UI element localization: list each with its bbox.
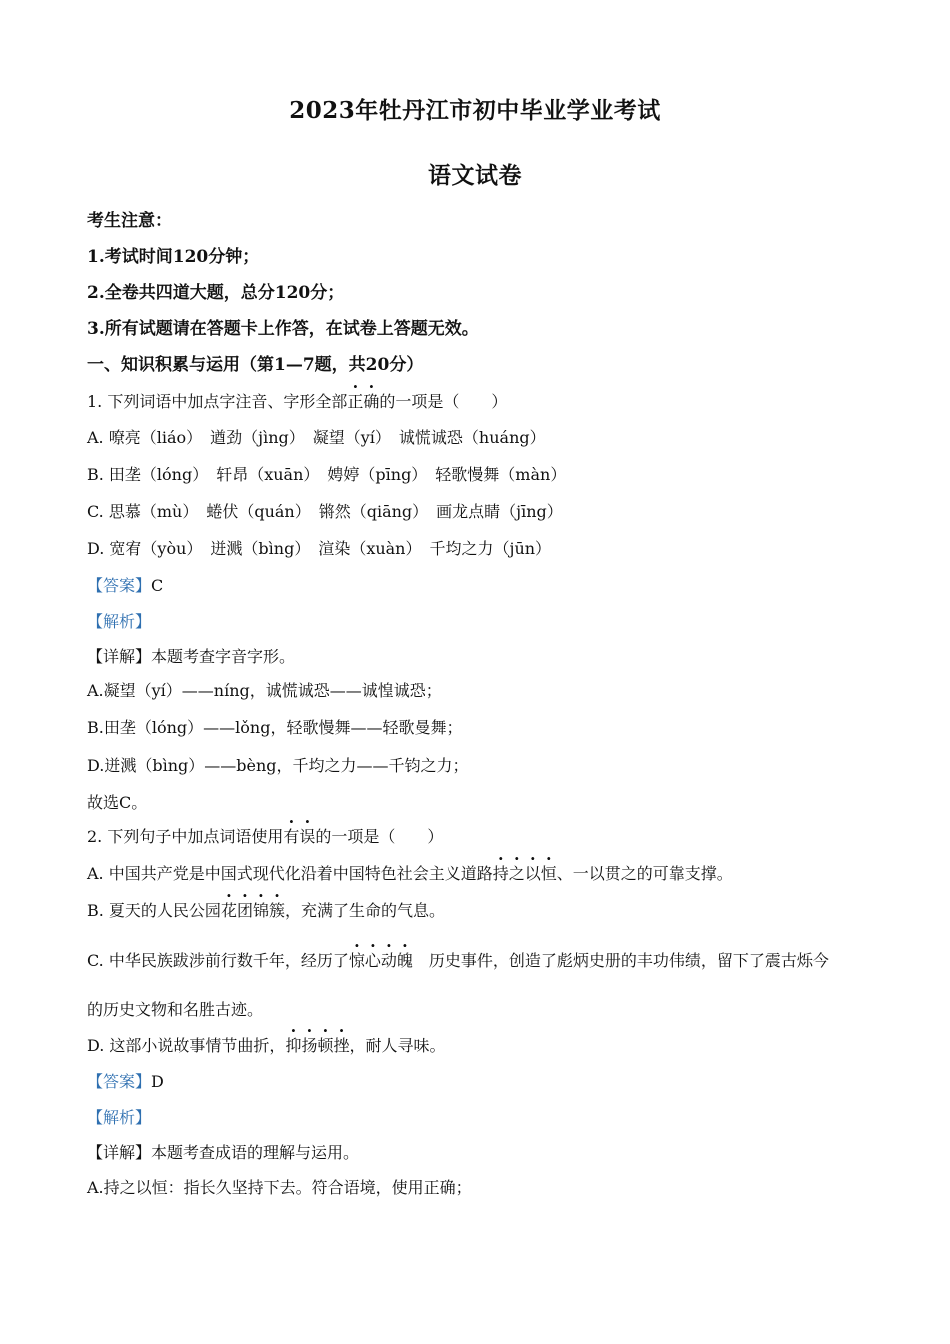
notice-heading: 考生注意：	[87, 211, 172, 231]
emphasis-char: 挫	[333, 1036, 350, 1055]
option-text: C. 中华民族跋涉前行数千年，经历了	[87, 951, 349, 970]
option-text: ，充满了生命的气息。	[285, 901, 446, 920]
emphasis-char: 花	[220, 901, 237, 920]
q2-option-c	[87, 950, 829, 972]
detail-tag: 【详解】	[87, 647, 152, 666]
q1-conclusion: 故选C。	[87, 793, 148, 812]
emphasis-char: 有	[283, 827, 300, 846]
emphasis-char: 心	[364, 951, 381, 970]
detail-text: 本题考查字音字形。	[151, 647, 296, 666]
q1-stem-part1: 1. 下列词语中加点字注音、字形全部	[87, 392, 348, 411]
section-1-heading: 一、知识积累与运用（第1—7题，共20分）	[87, 355, 424, 375]
q2-stem-emphasis	[283, 827, 315, 846]
q1-detail	[87, 646, 295, 668]
q2-note-a: A.持之以恒：指长久坚持下去。符合语境，使用正确；	[87, 1178, 472, 1197]
emphasis-char: 动	[380, 951, 397, 970]
q2-option-d	[87, 1035, 446, 1057]
emphasis-char: 恒	[540, 864, 557, 883]
q1-stem-part2: 的一项是（ ）	[379, 392, 508, 411]
detail-text: 本题考查成语的理解与运用。	[151, 1143, 360, 1162]
emphasis-char: 锦	[252, 901, 269, 920]
q2-answer	[87, 1071, 164, 1093]
option-text: 历史事件，创造了彪炳史册的丰功伟绩，留下了震古烁今	[412, 951, 829, 970]
answer-value: C	[151, 576, 164, 595]
q1-note-d: D.迸溅（bìng）——bèng，千均之力——千钧之力；	[87, 756, 469, 775]
q1-answer	[87, 575, 163, 597]
exam-title: 2023年牡丹江市初中毕业学业考试	[289, 97, 661, 124]
notice-item-1: 1.考试时间120分钟；	[87, 247, 260, 267]
q2-analysis-tag: 【解析】	[87, 1108, 152, 1127]
detail-tag: 【详解】	[87, 1143, 152, 1162]
emphasis-char: 惊	[348, 951, 365, 970]
notice-item-3: 3.所有试题请在答题卡上作答，在试卷上答题无效。	[87, 319, 479, 339]
option-text: A. 中国共产党是中国式现代化沿着中国特色社会主义道路	[87, 864, 493, 883]
emphasis-char: 簇	[268, 901, 285, 920]
q2-option-b	[87, 900, 445, 922]
q1-stem	[87, 391, 507, 413]
q2-b-emphasis	[221, 901, 285, 920]
notice-item-2: 2.全卷共四道大题，总分120分；	[87, 283, 345, 303]
emphasis-char: 持	[492, 864, 509, 883]
emphasis-char: 魄	[396, 951, 413, 970]
emphasis-char: 抑	[285, 1036, 302, 1055]
q1-option-a: A. 嘹亮（liáo） 遒劲（jìng） 凝望（yí） 诚慌诚恐（huáng）	[87, 428, 546, 447]
q1-option-b: B. 田垄（lóng） 轩昂（xuān） 娉婷（pīng） 轻歌慢舞（màn）	[87, 465, 567, 484]
emphasis-char: 顿	[317, 1036, 334, 1055]
option-text: ，耐人寻味。	[349, 1036, 446, 1055]
emphasis-char: 扬	[301, 1036, 318, 1055]
option-text: D. 这部小说故事情节曲折，	[87, 1036, 286, 1055]
q1-option-d: D. 宽宥（yòu） 迸溅（bìng） 渲染（xuàn） 千均之力（jūn）	[87, 539, 552, 558]
emphasis-char: 正	[347, 392, 364, 411]
q2-stem-part1: 2. 下列句子中加点词语使用	[87, 827, 284, 846]
emphasis-char: 确	[363, 392, 380, 411]
q1-option-c: C. 思慕（mù） 蜷伏（quán） 锵然（qiāng） 画龙点睛（jīng）	[87, 502, 563, 521]
answer-tag: 【答案】	[87, 576, 152, 595]
q1-note-a: A.凝望（yí）——níng，诚慌诚恐——诚惶诚恐；	[87, 681, 442, 700]
q1-stem-emphasis	[347, 392, 379, 411]
answer-value: D	[151, 1072, 164, 1091]
emphasis-char: 以	[524, 864, 541, 883]
q2-stem-part2: 的一项是（ ）	[315, 827, 444, 846]
q2-detail	[87, 1142, 359, 1164]
q2-option-a	[87, 863, 733, 885]
q2-d-emphasis	[285, 1036, 349, 1055]
emphasis-char: 团	[236, 901, 253, 920]
option-text: 、一以贯之的可靠支撑。	[556, 864, 733, 883]
q1-note-b: B.田垄（lóng）——lǒng，轻歌慢舞——轻歌曼舞；	[87, 718, 463, 737]
q2-c-emphasis	[349, 951, 413, 970]
emphasis-char: 之	[508, 864, 525, 883]
option-text: B. 夏天的人民公园	[87, 901, 221, 920]
q2-option-c-continued: 的历史文物和名胜古迹。	[87, 1000, 264, 1019]
exam-subtitle: 语文试卷	[428, 162, 522, 189]
answer-tag: 【答案】	[87, 1072, 152, 1091]
q2-stem	[87, 826, 443, 848]
emphasis-char: 误	[299, 827, 316, 846]
q2-a-emphasis	[493, 864, 557, 883]
q1-analysis-tag: 【解析】	[87, 612, 152, 631]
